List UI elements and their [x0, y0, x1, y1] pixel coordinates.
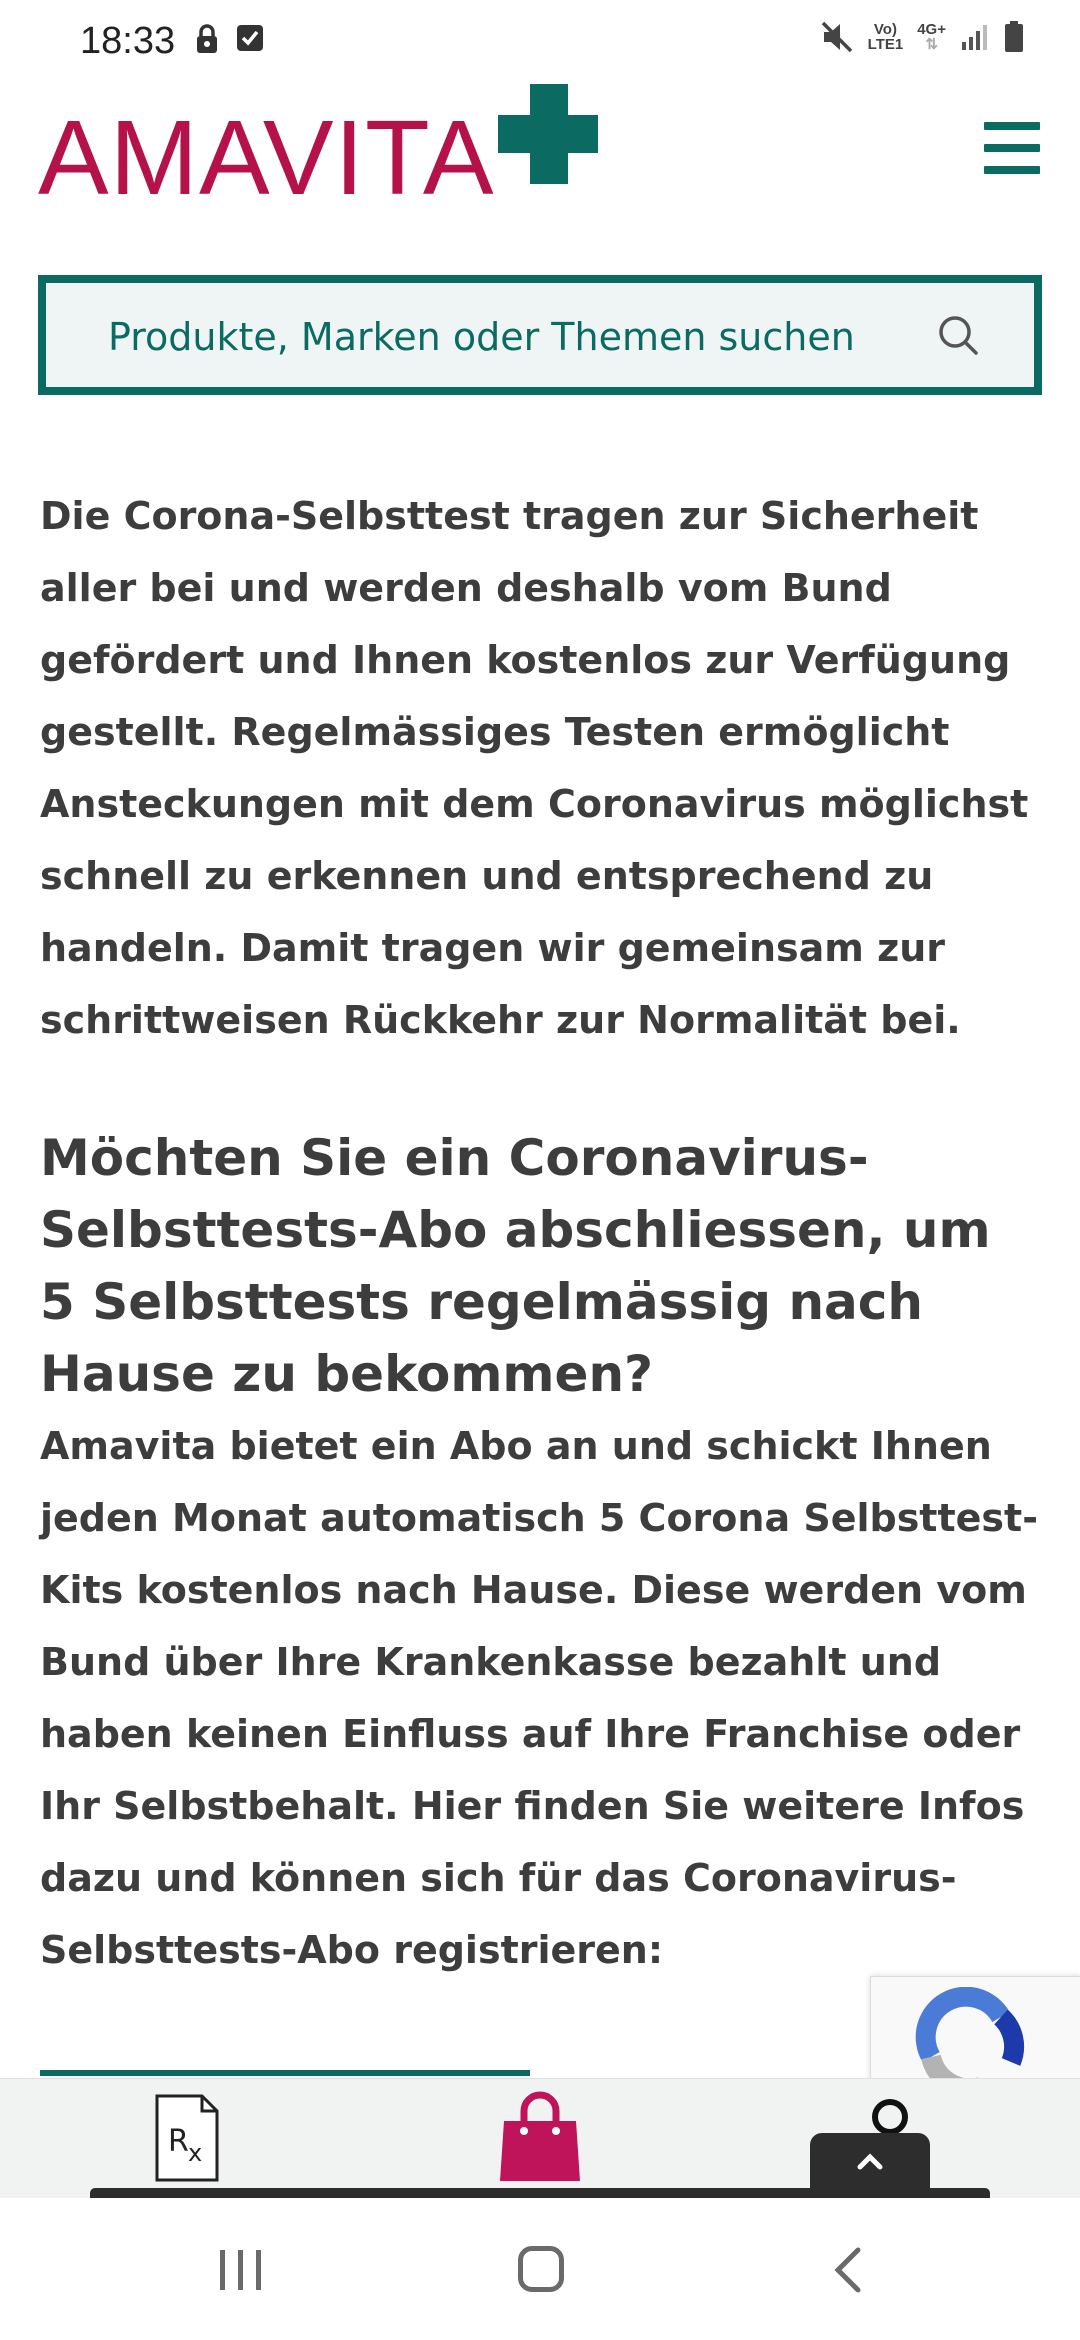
logo-cross-icon	[498, 84, 598, 184]
chevron-up-icon	[810, 2133, 930, 2191]
site-header	[0, 84, 1080, 234]
intro-paragraph: Die Corona-Selbsttest tragen zur Sicherheit aller bei und werden deshalb vom Bund gefördert und Ihnen kostenlos zur Verfügung gestellt. Regelmässiges Testen ermöglicht Ansteckungen mit dem Coronavirus möglichst schnell zu erkennen und entsprechend zu handeln. Damit tragen wir gemeinsam zur schrittweisen Rückkehr zur Normalität bei.	[40, 494, 1029, 1042]
status-icons-left	[196, 24, 264, 54]
battery-icon	[1004, 21, 1024, 53]
volte-label-bottom: LTE1	[867, 36, 904, 53]
status-time: 18:33	[80, 20, 176, 62]
recaptcha-badge[interactable]	[870, 1976, 1080, 2088]
content-divider	[40, 2070, 530, 2076]
bottom-navigation	[0, 2078, 1080, 2199]
network-label: 4G+	[917, 21, 946, 38]
section-heading: Möchten Sie ein Coronavirus-Selbsttests-Abo abschliessen, um 5 Selbsttests regelmässig nach Hause zu bekommen?	[40, 1129, 991, 1403]
search-bar	[38, 275, 1042, 395]
recent-apps-icon[interactable]	[218, 2250, 264, 2290]
mute-icon	[820, 20, 854, 54]
shopping-bag-icon[interactable]	[498, 2091, 582, 2185]
prescription-icon[interactable]	[154, 2093, 220, 2183]
search-icon[interactable]	[936, 313, 982, 359]
back-icon[interactable]	[828, 2246, 868, 2294]
article-content	[40, 480, 1040, 1986]
4g-icon: 4G+ ⇅	[917, 21, 946, 53]
home-icon[interactable]	[518, 2246, 564, 2292]
lock-icon	[196, 24, 218, 54]
hamburger-menu-icon[interactable]	[984, 122, 1040, 174]
page-bottom-bar	[90, 2188, 990, 2198]
volte-icon	[868, 22, 904, 52]
amavita-logo[interactable]	[38, 84, 608, 224]
scroll-to-top-button[interactable]	[810, 2133, 930, 2191]
logo-wordmark: AMAVITA	[38, 99, 495, 217]
svg-text:R: R	[168, 2124, 189, 2159]
checkbox-notification-icon	[236, 24, 264, 52]
search-input[interactable]	[106, 307, 930, 367]
volte-label-top: Vo)	[873, 21, 897, 38]
svg-text:x: x	[188, 2139, 203, 2167]
system-navigation-bar	[0, 2198, 1080, 2340]
signal-icon	[960, 22, 990, 52]
status-bar	[0, 0, 1080, 84]
recaptcha-icon	[911, 1987, 1031, 2088]
abo-paragraph: Amavita bietet ein Abo an und schickt Ihnen jeden Monat automatisch 5 Corona Selbsttest-Kits kostenlos nach Hause. Diese werden vom Bund über Ihre Krankenkasse bezahlt und haben keinen Einfluss auf Ihre Franchise oder Ihr Selbstbehalt. Hier finden Sie weitere Infos dazu und können sich für das Coronavirus-Selbsttests-Abo registrieren:	[40, 1424, 1038, 1972]
status-icons-right	[820, 20, 1024, 54]
user-icon[interactable]	[870, 2097, 910, 2137]
